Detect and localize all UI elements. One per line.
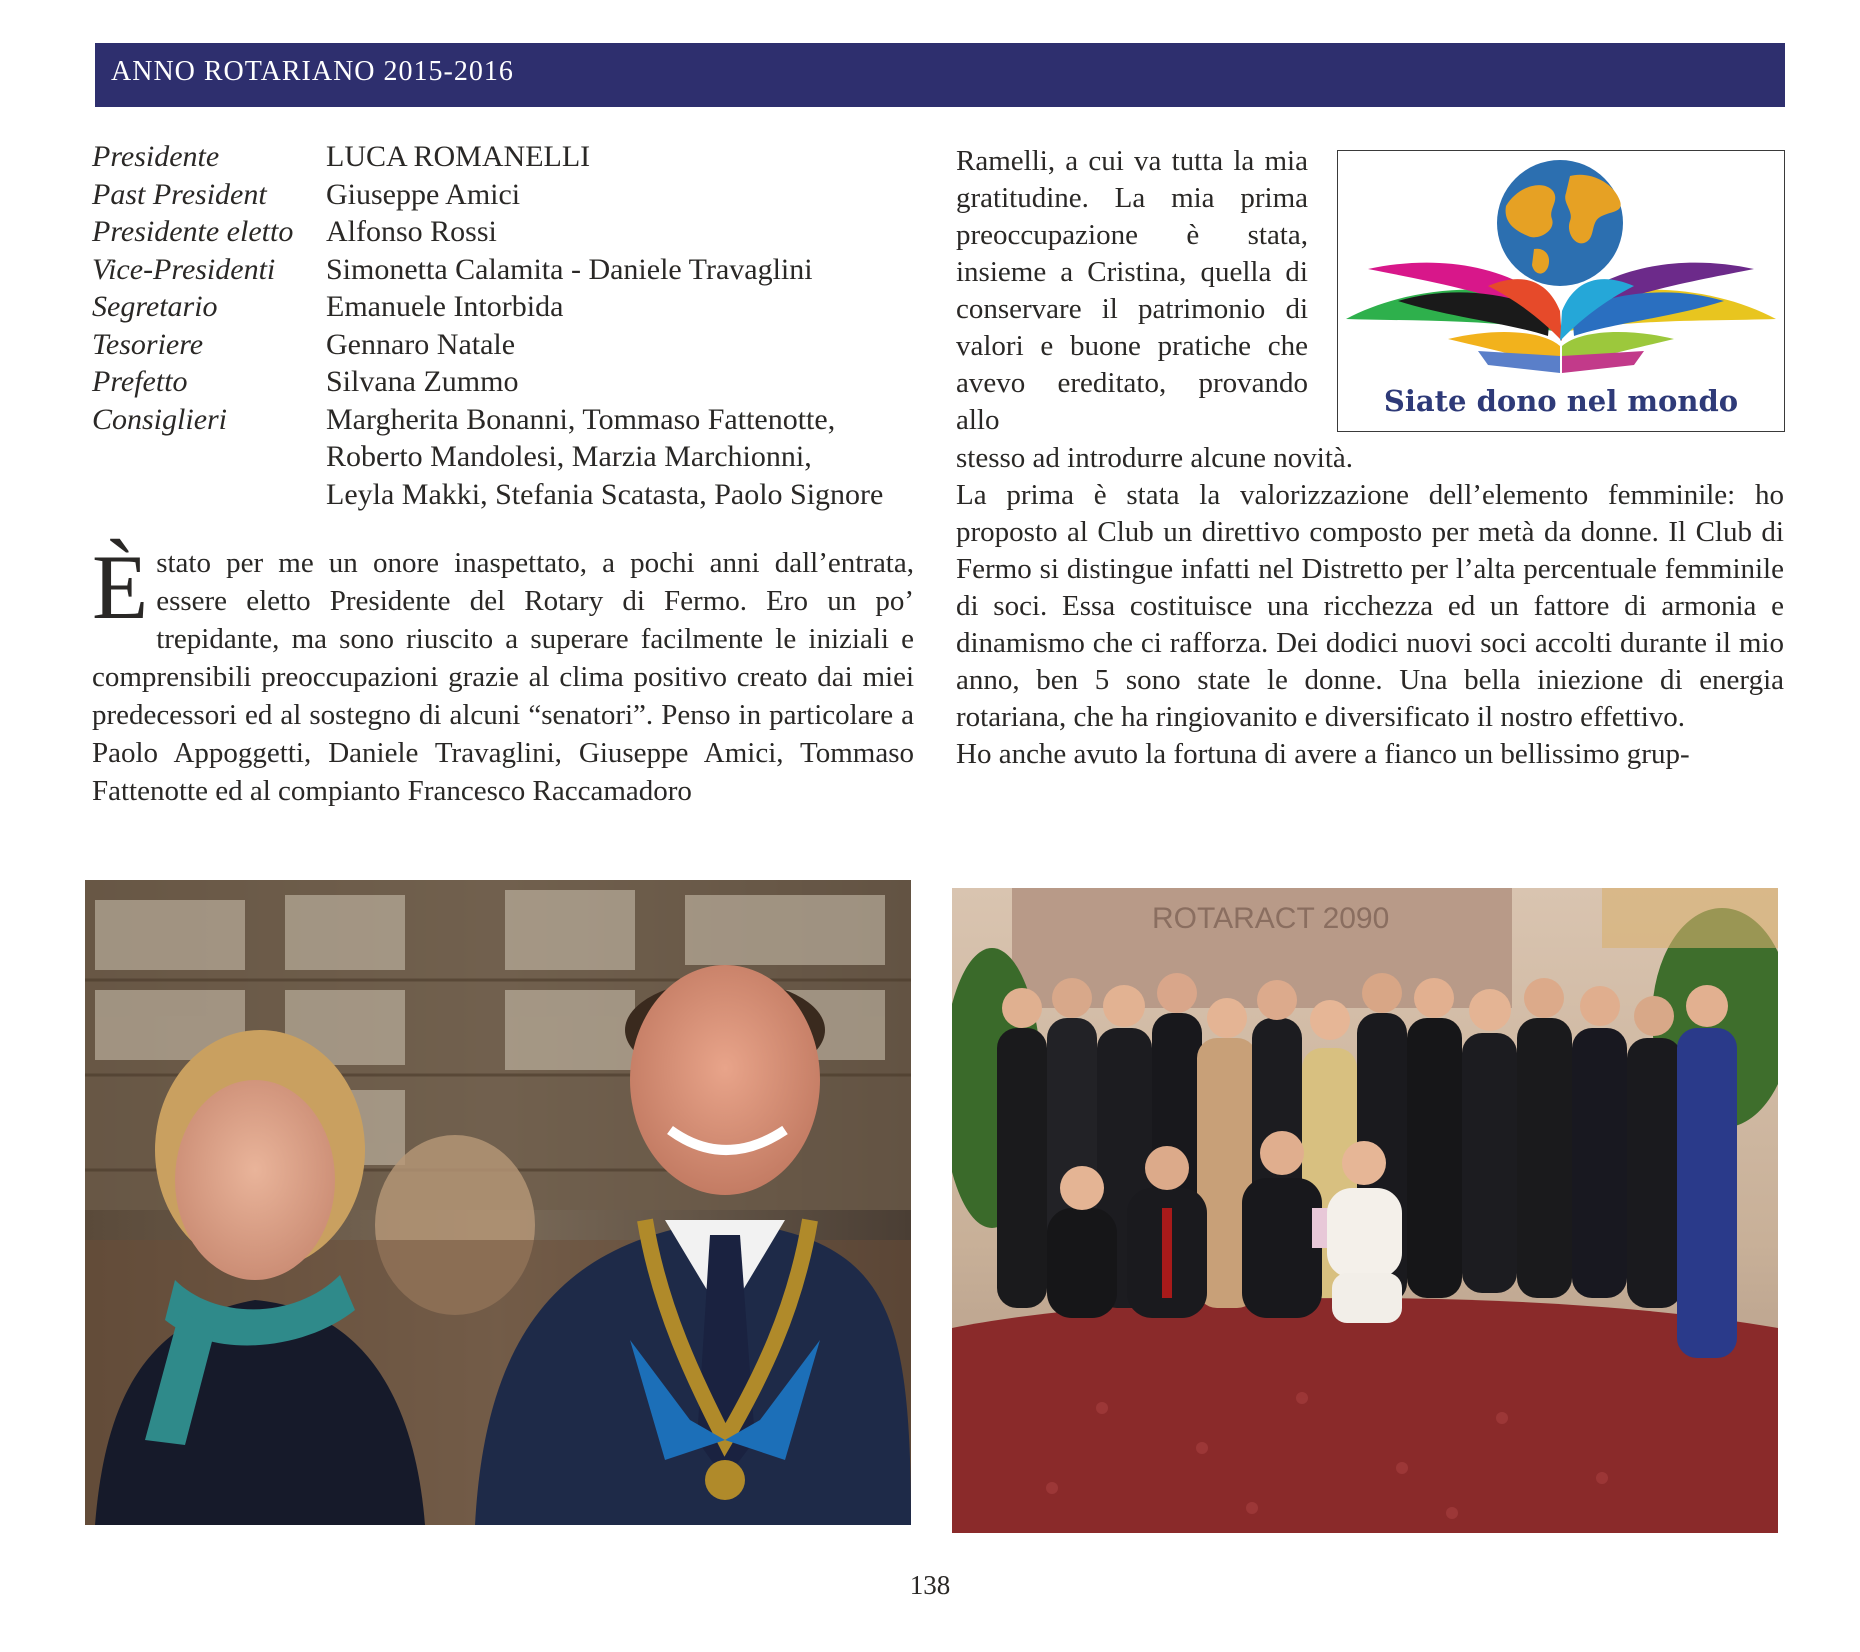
officer-row	[92, 401, 932, 514]
officer-role: Vice-Presidenti	[92, 252, 276, 286]
officer-name: Gennaro Natale	[326, 327, 516, 361]
officer-role: Presidente	[92, 140, 220, 173]
officer-name: LUCA ROMANELLI	[326, 140, 591, 173]
officer-row	[92, 138, 932, 176]
officer-name: Margherita Bonanni, Tommaso Fattenotte, Roberto Mandolesi, Marzia Marchionni, Leyla Makki, Stefania Scatasta, Paolo Signore	[326, 402, 884, 511]
section-title: ANNO ROTARIANO 2015-2016	[111, 56, 514, 87]
officer-name: Silvana Zummo	[326, 365, 519, 398]
officer-row	[92, 363, 932, 401]
banner-text: ROTARACT 2090	[1152, 902, 1390, 935]
officer-row	[92, 326, 932, 364]
officer-role: Past President	[92, 177, 267, 211]
officer-row	[92, 251, 932, 289]
officer-role: Prefetto	[92, 365, 188, 398]
officer-row	[92, 288, 932, 326]
officer-row	[92, 213, 932, 251]
group-photo-image	[952, 888, 1778, 1533]
article-column2-top: Ramelli, a cui va tutta la mia gratitudine. La mia prima preoccupazione è stata, insieme a Cristina, quella di conservare il patrimonio di valori e buone pratiche che avevo ereditato, provando allo	[956, 145, 1308, 436]
officers-list	[92, 138, 932, 513]
section-header-bar	[95, 43, 1785, 107]
intro-text: stato per me un onore inaspettato, a pochi anni dall’entrata, essere eletto Presidente del Rotary di Fermo. Ero un po’ trepidante, ma sono riuscito a superare facilmente le iniziali e comprensibili preoccupazioni grazie al clima positivo creato dai miei predecessori ed al sostegno di alcuni “senatori”. Penso in particolare a Paolo Appoggetti, Daniele Travaglini, Giuseppe Amici, Tommaso Fattenotte ed al compianto Francesco Raccamadoro	[92, 547, 914, 807]
column2-continuation: stesso ad introdurre alcune novità.	[956, 442, 1354, 474]
rotary-theme-logo	[1337, 150, 1785, 432]
officer-role: Presidente eletto	[92, 215, 294, 248]
drop-cap: È	[92, 536, 149, 638]
officer-name: Alfonso Rossi	[326, 215, 497, 248]
article-paragraph: Ho anche avuto la fortuna di avere a fianco un bellissimo grup-	[956, 738, 1690, 770]
officer-role: Tesoriere	[92, 327, 204, 361]
officer-role: Segretario	[92, 290, 218, 323]
article-intro-paragraph	[92, 536, 914, 810]
officer-role: Consiglieri	[92, 402, 228, 436]
photo-rotaract-group	[952, 888, 1778, 1533]
officer-name: Simonetta Calamita - Daniele Travaglini	[326, 252, 813, 286]
photo-couple-portrait	[85, 880, 911, 1525]
article-paragraph: La prima è stata la valorizzazione dell’elemento femminile: ho proposto al Club un direttivo composto per metà da donne. Il Club di Fermo si distingue infatti nel Distretto per l’alta percentuale femminile di soci. Essa costituisce una ricchezza ed un fattore di armonia e dinamismo che ci rafforza. Dei dodici nuovi soci accolti durante il mio anno, ben 5 sono state le donne. Una bella iniezione di energia rotariana, che ha ringiovanito e diversificato il nostro effettivo.	[956, 479, 1784, 733]
officer-name: Emanuele Intorbida	[326, 290, 564, 323]
officer-row	[92, 176, 932, 214]
page-number: 138	[909, 1570, 951, 1600]
officer-name: Giuseppe Amici	[326, 177, 521, 211]
article-column2-body	[956, 440, 1784, 773]
logo-caption: Siate dono nel mondo	[1383, 384, 1739, 418]
couple-photo-image	[85, 880, 911, 1525]
